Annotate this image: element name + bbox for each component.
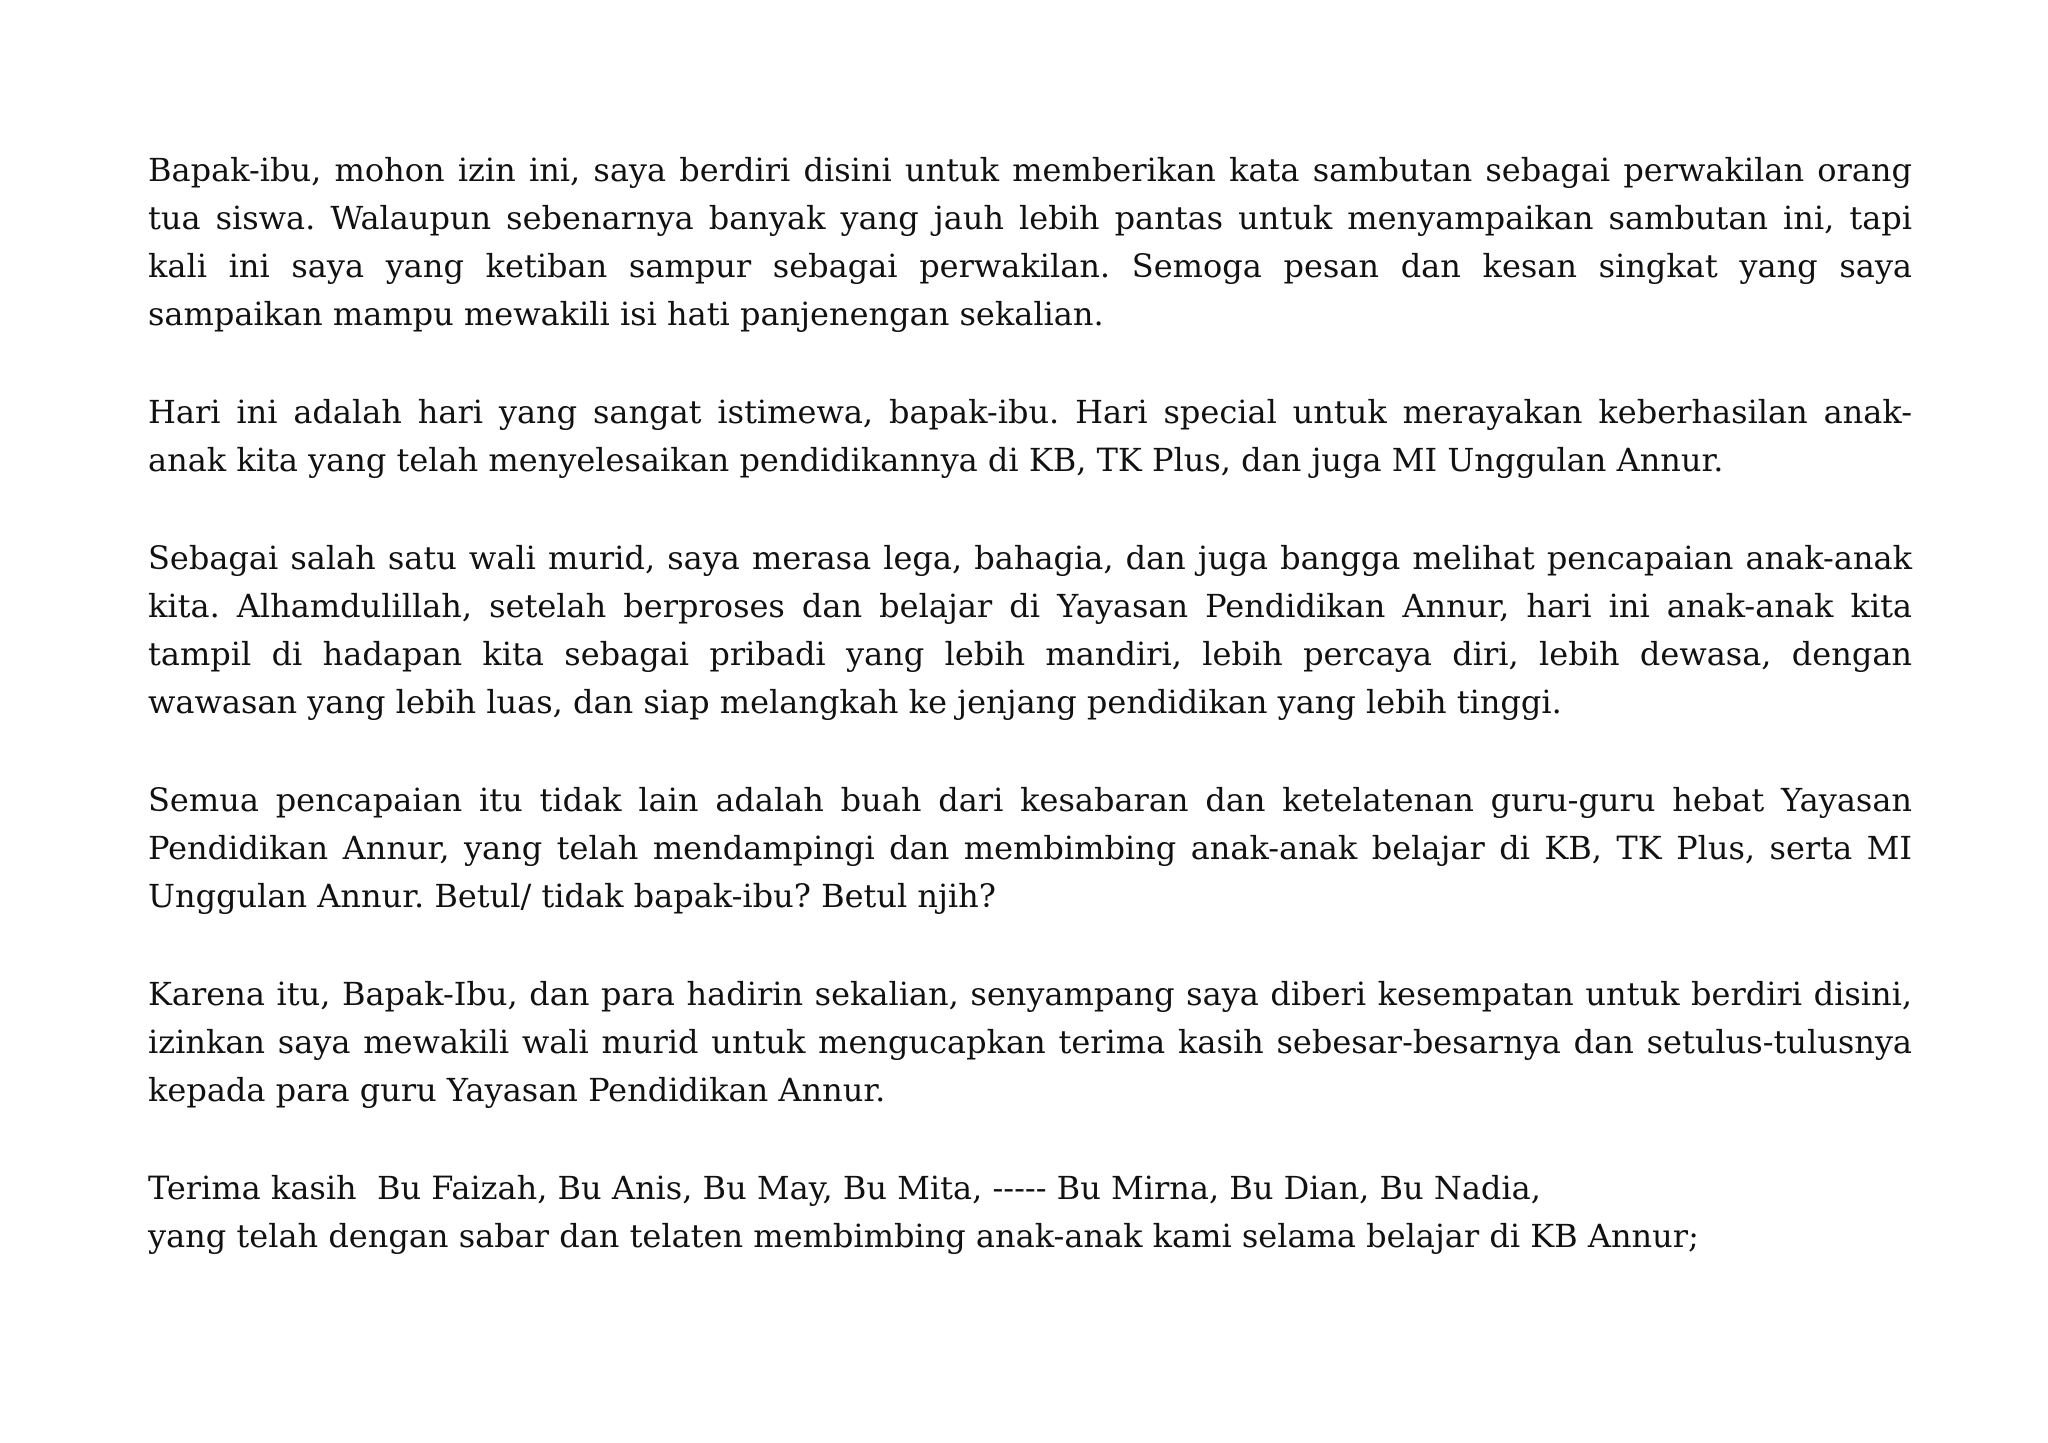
document-page xyxy=(148,146,1912,1260)
paragraph-gratitude: Karena itu, Bapak-Ibu, dan para hadirin sekalian, senyampang saya diberi kesempatan untuk berdiri disini, izinkan saya mewakili wali murid untuk mengucapkan terima kasih sebesar-besarnya dan setulus-tulusnya kepada para guru Yayasan Pendidikan Annur. xyxy=(148,975,1912,1109)
paragraph-achievement: Sebagai salah satu wali murid, saya merasa lega, bahagia, dan juga bangga melihat pencapaian anak-anak kita. Alhamdulillah, setelah berproses dan belajar di Yayasan Pendidikan Annur, hari ini anak-anak kita tampil di hadapan kita sebagai pribadi yang lebih mandiri, lebih percaya diri, lebih dewasa, dengan wawasan yang lebih luas, dan siap melangkah ke jenjang pendidikan yang lebih tinggi. xyxy=(148,539,1912,721)
thanks-line-description: yang telah dengan sabar dan telaten membimbing anak-anak kami selama belajar di KB Annur; xyxy=(148,1217,1699,1255)
paragraph-thanks-list xyxy=(148,1164,1912,1260)
paragraph-special-day: Hari ini adalah hari yang sangat istimewa, bapak-ibu. Hari special untuk merayakan keberhasilan anak-anak kita yang telah menyelesaikan pendidikannya di KB, TK Plus, dan juga MI Unggulan Annur. xyxy=(148,393,1912,479)
paragraph-opening: Bapak-ibu, mohon izin ini, saya berdiri disini untuk memberikan kata sambutan sebagai perwakilan orang tua siswa. Walaupun sebenarnya banyak yang jauh lebih pantas untuk menyampaikan sambutan ini, tapi kali ini saya yang ketiban sampur sebagai perwakilan. Semoga pesan dan kesan singkat yang saya sampaikan mampu mewakili isi hati panjenengan sekalian. xyxy=(148,151,1912,333)
paragraph-teachers: Semua pencapaian itu tidak lain adalah buah dari kesabaran dan ketelatenan guru-guru hebat Yayasan Pendidikan Annur, yang telah mendampingi dan membimbing anak-anak belajar di KB, TK Plus, serta MI Unggulan Annur. Betul/ tidak bapak-ibu? Betul njih? xyxy=(148,781,1912,915)
thanks-line-names: Terima kasih Bu Faizah, Bu Anis, Bu May, Bu Mita, ----- Bu Mirna, Bu Dian, Bu Nadia, xyxy=(148,1169,1541,1207)
